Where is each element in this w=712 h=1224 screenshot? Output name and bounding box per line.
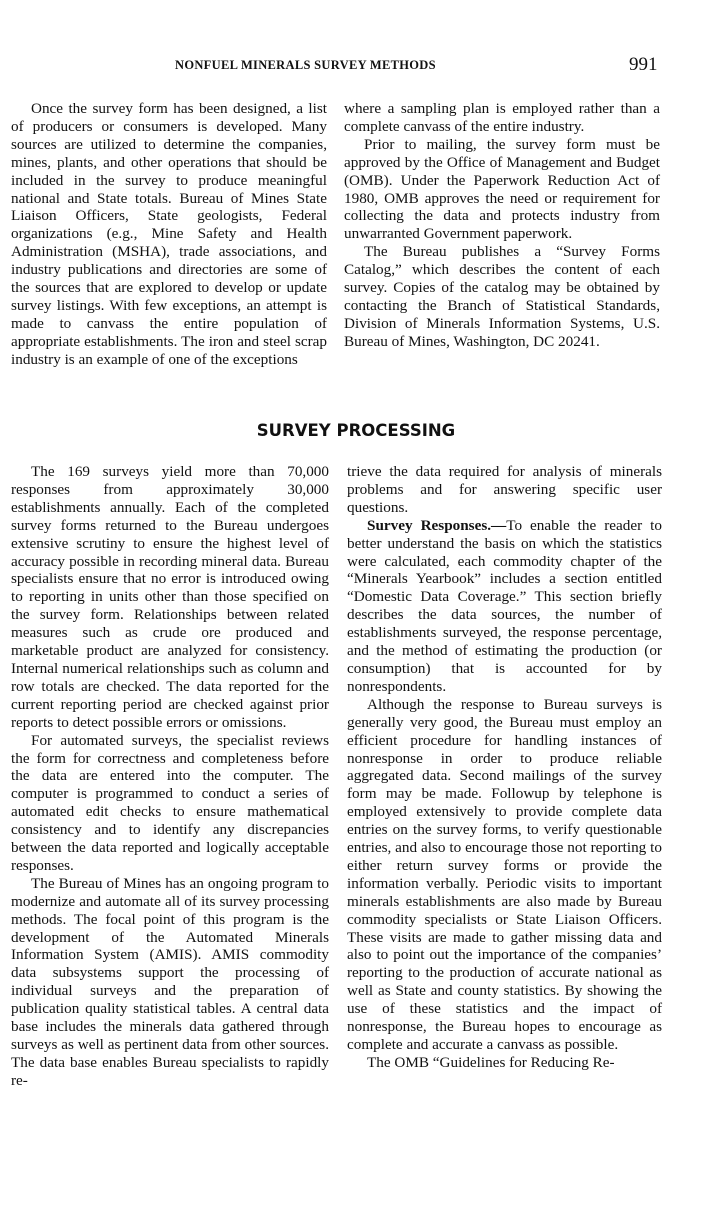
run-in-heading: Survey Responses.— <box>367 516 507 534</box>
paragraph-body: To enable the reader to better understand the basis on which the statistics were calculated, each commodity chapter of the “Minerals Yearbook” includes a section entitled “Domestic Data Coverage.” This section briefly describes the data sources, the number of establishments surveyed, the response percentage, and the method of estimating the production (or consumption) that is accounted for by nonrespondents. <box>347 516 662 695</box>
paragraph: For automated surveys, the specialist reviews the form for correctness and completeness before the data are entered into the computer. The computer is programmed to conduct a series of automated edit checks to ensure mathematical consistency and to identify any discrepancies between the data reported and logically acceptable responses. <box>11 731 329 874</box>
paragraph: Once the survey form has been designed, a list of producers or consumers is developed. Many sources are utilized to determine the companies, mines, plants, and other operations that should be included in the survey to produce meaningful national and State totals. Bureau of Mines State Liaison Officers, State geologists, Federal organizations (e.g., Mine Safety and Health Administration (MSHA), trade associations, and industry publications and directories are some of the sources that are explored to develop or update survey listings. With few exceptions, an attempt is made to canvass the entire population of appropriate establishments. The iron and steel scrap industry is an example of one of the exceptions <box>11 100 327 368</box>
paragraph <box>347 517 662 696</box>
top-left-column <box>11 100 327 369</box>
page-header <box>0 54 712 78</box>
paragraph: The Bureau publishes a “Survey Forms Catalog,” which describes the content of each survey. Copies of the catalog may be obtained by contacting the Branch of Statistical Standards, Division of Minerals Information Systems, U.S. Bureau of Mines, Washington, DC 20241. <box>344 243 660 350</box>
paragraph: The OMB “Guidelines for Reducing Re- <box>367 1053 615 1071</box>
paragraph: The 169 surveys yield more than 70,000 responses from approximately 30,000 establishments annually. Each of the completed survey forms returned to the Bureau undergoes extensive scrutiny to ensure the highest level of accuracy possible in recording mineral data. Bureau specialists ensure that no error is introduced owing to reporting in units other than those specified on the survey form. Relationships between related measures such as crude ore produced and marketable product are analyzed for consistency. Internal numerical relationships such as column and row totals are checked. The data reported for the current reporting period are checked against prior reports to detect possible errors or omissions. <box>11 463 329 731</box>
paragraph: Although the response to Bureau surveys is generally very good, the Bureau must employ an efficient procedure for handling instances of nonresponse in order to produce reliable aggregated data. Second mailings of the survey form may be made. Followup by telephone is employed extensively to provide complete data entries on the survey forms, to verify questionable entries, and also to encourage those not reporting to either return survey forms or provide the information verbally. Periodic visits to important minerals establishments are also made by Bureau commodity specialists or State Liaison Officers. These visits are made to gather missing data and also to point out the importance of the companies’ reporting to the production of accurate national as well as State and county statistics. By showing the use of these statistics and the impact of nonresponse, the Bureau hopes to encourage as complete and accurate a canvass as possible. <box>347 695 662 1053</box>
bottom-right-column <box>347 463 662 1072</box>
bottom-left-column <box>11 463 329 1090</box>
paragraph: where a sampling plan is employed rather than a complete canvass of the entire industry. <box>344 100 660 135</box>
page-number: 991 <box>629 54 658 75</box>
paragraph: trieve the data required for analysis of minerals problems and for answering specific user questions. <box>347 463 662 516</box>
paragraph: Prior to mailing, the survey form must be approved by the Office of Management and Budget (OMB). Under the Paperwork Reduction Act of 1980, OMB approves the need or requirement for collecting the data and protects industry from unwarranted Government paperwork. <box>344 135 660 243</box>
section-title: SURVEY PROCESSING <box>256 421 456 440</box>
paragraph: The Bureau of Mines has an ongoing program to modernize and automate all of its survey processing methods. The focal point of this program is the development of the Automated Minerals Information System (AMIS). AMIS commodity data subsystems support the processing of individual surveys and the preparation of publication quality statistical tables. A central data base includes the minerals data gathered through surveys as well as pertinent data from other sources. The data base enables Bureau specialists to rapidly re- <box>11 874 329 1089</box>
running-head: NONFUEL MINERALS SURVEY METHODS <box>175 58 436 72</box>
top-right-column <box>344 100 660 351</box>
